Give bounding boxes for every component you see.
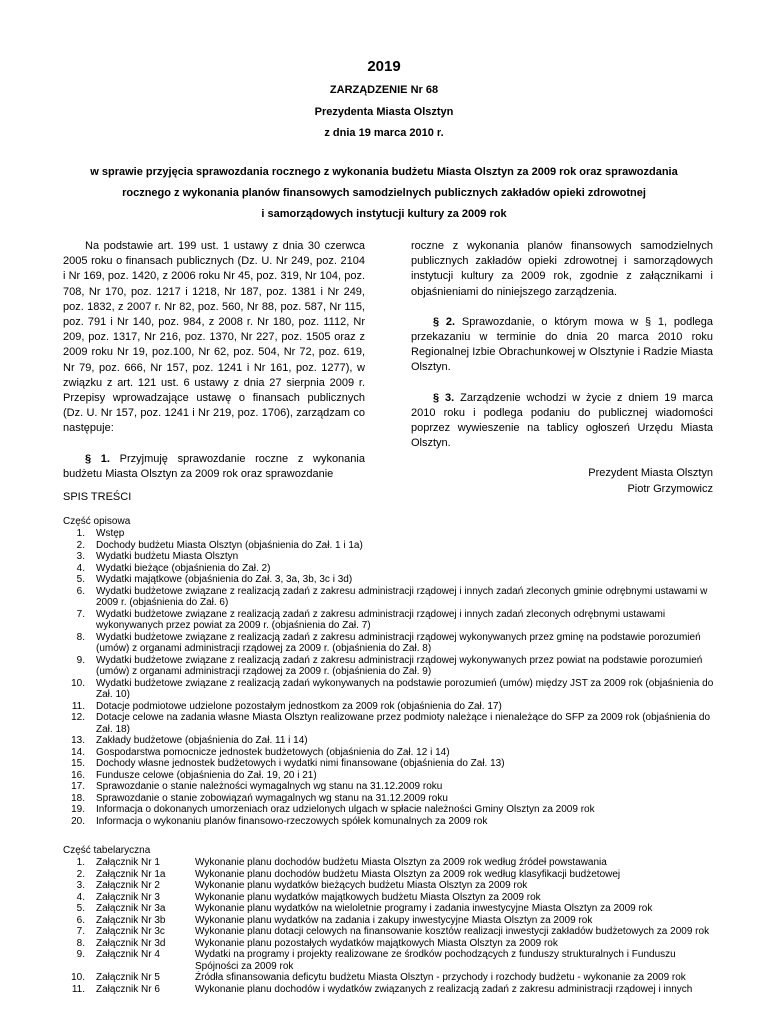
toc-item-number: 1. <box>76 528 85 539</box>
toc-item-number: 11. <box>71 700 85 712</box>
toc-attachment-description: Wykonanie planu wydatków na wieloletnie programy i zadania inwestycyjne Miasta Olsztyn za 2009 rok <box>195 903 653 914</box>
toc-tabular-item <box>63 984 723 996</box>
toc-attachment-label: Załącznik Nr 4 <box>96 949 160 960</box>
toc-tabular-item <box>63 903 723 915</box>
toc-tabular-item <box>63 938 723 950</box>
toc-tabular-label: Część tabelaryczna <box>63 845 151 856</box>
toc-item-text: Dotacje podmiotowe udzielone pozostałym jednostkom za 2009 rok (objaśnienia do Zał. 17) <box>96 700 502 712</box>
toc-tabular-item <box>63 926 723 938</box>
toc-item-text: Fundusze celowe (objaśnienia do Zał. 19, 20 i 21) <box>96 769 317 781</box>
toc-descriptive-item <box>63 678 723 701</box>
toc-item-number: 13. <box>71 735 85 746</box>
toc-descriptive-list <box>63 528 723 827</box>
toc-attachment-description: Wydatki na programy i projekty realizowane ze środków pochodzących z funduszy strukturalnych i Funduszu Spójności za 2009 rok <box>195 949 676 972</box>
toc-item-text: Sprawozdanie o stanie zobowiązań wymagalnych wg stanu na 31.12.2009 roku <box>96 792 448 804</box>
toc-descriptive-item <box>63 540 723 552</box>
toc-item-number: 15. <box>71 758 85 769</box>
toc-attachment-description: Wykonanie planu wydatków na zadania i zakupy inwestycyjne Miasta Olsztyn za 2009 rok <box>195 914 593 926</box>
toc-item-text: Wydatki budżetowe związane z realizacją zadań z zakresu administracji rządowej i innych zadań zleconych odrębnymi ustawami wykonywanych przez powiat za 2009 r. (objaśnienia do Zał. 7) <box>96 608 666 631</box>
toc-attachment-description: Wykonanie planu wydatków majątkowych budżetu Miasta Olsztyn za 2009 rok <box>195 891 541 903</box>
toc-item-number: 20. <box>71 815 85 827</box>
toc-tabular-item <box>63 972 723 984</box>
toc-item-text: Informacja o dokonanych umorzeniach oraz udzielonych ulgach w spłacie należności Gminy Olsztyn za 2009 rok <box>96 804 595 815</box>
toc-item-number: 18. <box>71 792 85 804</box>
toc-descriptive-item <box>63 747 723 759</box>
toc-item-text: Dochody własne jednostek budżetowych i wydatki nimi finansowane (objaśnienia do Zał. 13) <box>96 758 505 769</box>
paragraph-2 <box>411 315 713 376</box>
toc-descriptive-item <box>63 563 723 575</box>
signature-name: Piotr Grzymowicz <box>627 482 713 495</box>
document-date: z dnia 19 marca 2010 r. <box>324 127 444 139</box>
toc-item-number: 7. <box>76 926 85 937</box>
toc-descriptive-item <box>63 735 723 747</box>
toc-descriptive-label: Część opisowa <box>63 516 131 527</box>
toc-item-text: Dochody budżetu Miasta Olsztyn (objaśnienia do Zał. 1 i 1a) <box>96 539 363 551</box>
toc-item-number: 10. <box>71 677 85 689</box>
toc-item-number: 1. <box>76 857 85 868</box>
paragraph-2-label: § 2. <box>433 315 456 328</box>
subject-line-1: w sprawie przyjęcia sprawozdania rocznego z wykonania budżetu Miasta Olsztyn za 2009 rok oraz sprawozdania <box>90 166 678 178</box>
paragraph-1-label: § 1. <box>85 452 110 465</box>
toc-item-text: Wydatki budżetowe związane z realizacją zadań wykonywanych na podstawie porozumień (umów) między JST za 2009 rok (objaśnienia do Zał. 10) <box>96 677 714 700</box>
toc-item-number: 19. <box>71 804 85 815</box>
toc-attachment-description: Źródła sfinansowania deficytu budżetu Miasta Olsztyn - przychody i rozchody budżetu - wykonanie za 2009 rok <box>195 972 686 983</box>
toc-descriptive-item <box>63 781 723 793</box>
subject-line-2: rocznego z wykonania planów finansowych samodzielnych publicznych zakładów opieki zdrowotnej <box>122 187 646 199</box>
toc-item-number: 9. <box>76 949 85 960</box>
toc-item-number: 12. <box>71 712 85 723</box>
toc-item-number: 3. <box>76 880 85 891</box>
document-year: 2019 <box>367 58 401 75</box>
toc-attachment-label: Załącznik Nr 3b <box>96 914 166 926</box>
toc-item-text: Wydatki budżetu Miasta Olsztyn <box>96 551 239 562</box>
toc-item-number: 3. <box>76 551 85 562</box>
toc-descriptive-item <box>63 701 723 713</box>
toc-descriptive-item <box>63 758 723 770</box>
toc-item-text: Wydatki majątkowe (objaśnienia do Zał. 3, 3a, 3b, 3c i 3d) <box>96 574 353 585</box>
toc-attachment-description: Wykonanie planu dochodów budżetu Miasta Olsztyn za 2009 rok według klasyfikacji budżetowej <box>195 868 621 880</box>
toc-attachment-description: Wykonanie planu wydatków bieżących budżetu Miasta Olsztyn za 2009 rok <box>195 880 528 891</box>
toc-item-text: Informacja o wykonaniu planów finansowo-rzeczowych spółek komunalnych za 2009 rok <box>96 815 488 827</box>
toc-attachment-label: Załącznik Nr 3a <box>96 903 166 914</box>
paragraph-3 <box>411 391 713 452</box>
toc-item-text: Gospodarstwa pomocnicze jednostek budżetowych (objaśnienia do Zał. 12 i 14) <box>96 746 450 758</box>
toc-item-text: Wstęp <box>96 528 125 539</box>
toc-descriptive-item <box>63 770 723 782</box>
body-left-column <box>63 239 365 482</box>
toc-item-number: 4. <box>76 562 85 574</box>
toc-item-text: Zakłady budżetowe (objaśnienia do Zał. 11 i 14) <box>96 735 308 746</box>
toc-descriptive-item <box>63 793 723 805</box>
subject-line-3: i samorządowych instytucji kultury za 2009 rok <box>261 208 507 220</box>
toc-attachment-label: Załącznik Nr 1a <box>96 868 166 880</box>
toc-descriptive-item <box>63 816 723 828</box>
paragraph-1-text-right: roczne z wykonania planów finansowych samodzielnych publicznych zakładów opieki zdrowotnej i samorządowych instytucji kultury za 2009 rok, zgodnie z załącznikami i objaśnieniami do niniejszego zarządzenia. <box>411 240 713 298</box>
document-title: ZARZĄDZENIE Nr 68 <box>329 84 439 96</box>
toc-item-number: 8. <box>76 937 85 949</box>
toc-descriptive-item <box>63 586 723 609</box>
toc-descriptive-item <box>63 609 723 632</box>
toc-item-number: 16. <box>71 769 85 781</box>
toc-attachment-label: Załącznik Nr 3 <box>96 891 160 903</box>
toc-item-number: 6. <box>76 914 85 926</box>
toc-attachment-label: Załącznik Nr 6 <box>96 983 160 995</box>
toc-item-number: 17. <box>71 781 85 792</box>
toc-item-text: Wydatki budżetowe związane z realizacją zadań z zakresu administracji rządowej i innych zadań zleconych gminie odrębnymi ustawami w 2009 r. (objaśnienia do Zał. 6) <box>96 585 708 608</box>
toc-descriptive-item <box>63 804 723 816</box>
toc-item-number: 11. <box>71 983 85 995</box>
toc-attachment-description: Wykonanie planu dotacji celowych na finansowanie kosztów realizacji inwestycji zakładów budżetowych za 2009 rok <box>195 926 710 937</box>
toc-item-text: Wydatki bieżące (objaśnienia do Zał. 2) <box>96 562 271 574</box>
toc-descriptive-item <box>63 528 723 540</box>
paragraph-2-text: Sprawozdanie, o którym mowa w § 1, podlega przekazaniu w terminie do dnia 20 marca 2010 roku Regionalnej Izbie Obrachunkowej w Olsztynie i Radzie Miasta Olsztyn. <box>411 315 713 374</box>
toc-title: SPIS TREŚCI <box>63 491 132 503</box>
toc-item-text: Sprawozdanie o stanie należności wymagalnych wg stanu na 31.12.2009 roku <box>96 781 443 792</box>
toc-tabular-item <box>63 869 723 881</box>
toc-item-number: 10. <box>71 972 85 983</box>
toc-item-number: 14. <box>71 746 85 758</box>
toc-item-number: 4. <box>76 891 85 903</box>
toc-attachment-label: Załącznik Nr 3d <box>96 937 166 949</box>
toc-item-text: Dotacje celowe na zadania własne Miasta Olsztyn realizowane przez podmioty należące i nienależące do SFP za 2009 rok (objaśnienia do Zał. 18) <box>96 712 711 735</box>
toc-tabular-item <box>63 949 723 972</box>
toc-item-number: 7. <box>76 608 85 620</box>
toc-descriptive-item <box>63 551 723 563</box>
toc-attachment-label: Załącznik Nr 3c <box>96 926 165 937</box>
toc-item-text: Wydatki budżetowe związane z realizacją zadań z zakresu administracji rządowej wykonywanych przez powiat na podstawie porozumień (umów) z organami administracji rządowej za 2009 r. (objaśnienia do Zał. 9) <box>96 654 703 677</box>
toc-item-number: 6. <box>76 585 85 597</box>
paragraph-1-start <box>63 452 365 482</box>
paragraph-1-text-left: Przyjmuję sprawozdanie roczne z wykonania budżetu Miasta Olsztyn za 2009 rok oraz sprawozdanie <box>63 452 365 480</box>
toc-descriptive-item <box>63 632 723 655</box>
toc-tabular-item <box>63 892 723 904</box>
toc-item-number: 2. <box>76 539 85 551</box>
toc-attachment-description: Wykonanie planu dochodów budżetu Miasta Olsztyn za 2009 rok według źródeł powstawania <box>195 857 607 868</box>
toc-attachment-label: Załącznik Nr 5 <box>96 972 160 983</box>
toc-item-number: 8. <box>76 631 85 643</box>
toc-tabular-item <box>63 880 723 892</box>
body-right-column <box>411 239 713 497</box>
toc-tabular-item <box>63 915 723 927</box>
paragraph-3-label: § 3. <box>433 391 455 404</box>
document-issuer: Prezydenta Miasta Olsztyn <box>314 106 454 118</box>
preamble: Na podstawie art. 199 ust. 1 ustawy z dnia 30 czerwca 2005 roku o finansach publicznych (Dz. U. Nr 249, poz. 2104 i Nr 169, poz. 1420, z 2006 roku Nr 45, poz. 319, Nr 104, poz. 708, Nr 170, poz. 1217 i 1218, Nr 187, poz. 1381 i Nr 249, poz. 1832, z 2007 r. Nr 82, poz. 560, Nr 88, poz. 587, Nr 115, poz. 791 i Nr 140, poz. 984, z 2008 r. Nr 180, poz. 1112, Nr 209, poz. 1317, Nr 216, poz. 1370, Nr 227, poz. 1505 oraz z 2009 roku Nr 19, poz.100, Nr 62, poz. 504, Nr 72, poz. 619, Nr 79, poz. 666, Nr 157, poz. 1241 i Nr 161, poz. 1277), w związku z art. 121 ust. 6 ustawy z dnia 27 sierpnia 2009 r. Przepisy wprowadzające ustawę o finansach publicznych (Dz. U. Nr 157, poz. 1241 i Nr 219, poz. 1706), zarządzam co następuje: <box>63 240 365 435</box>
toc-tabular-list <box>63 857 723 995</box>
toc-attachment-label: Załącznik Nr 2 <box>96 880 160 891</box>
paragraph-3-text: Zarządzenie wchodzi w życie z dniem 19 marca 2010 roku i podlega podaniu do publicznej wiadomości poprzez wywieszenie na tablicy ogłoszeń Urzędu Miasta Olsztyn. <box>411 391 713 450</box>
toc-tabular-item <box>63 857 723 869</box>
toc-item-text: Wydatki budżetowe związane z realizacją zadań z zakresu administracji rządowej wykonywanych przez gminę na podstawie porozumień (umów) z organami administracji rządowej za 2009 r. (objaśnienia do Zał. 8) <box>96 631 701 654</box>
toc-item-number: 9. <box>76 654 85 666</box>
toc-descriptive-item <box>63 712 723 735</box>
toc-attachment-description: Wykonanie planu dochodów i wydatków związanych z realizacją zadań z zakresu administracji rządowej i innych <box>195 983 693 995</box>
toc-attachment-description: Wykonanie planu pozostałych wydatków majątkowych Miasta Olsztyn za 2009 rok <box>195 937 558 949</box>
toc-attachment-label: Załącznik Nr 1 <box>96 857 160 868</box>
toc-item-number: 5. <box>76 574 85 585</box>
toc-descriptive-item <box>63 574 723 586</box>
toc-descriptive-item <box>63 655 723 678</box>
toc-item-number: 2. <box>76 868 85 880</box>
signature-title: Prezydent Miasta Olsztyn <box>588 467 713 480</box>
toc-item-number: 5. <box>76 903 85 914</box>
